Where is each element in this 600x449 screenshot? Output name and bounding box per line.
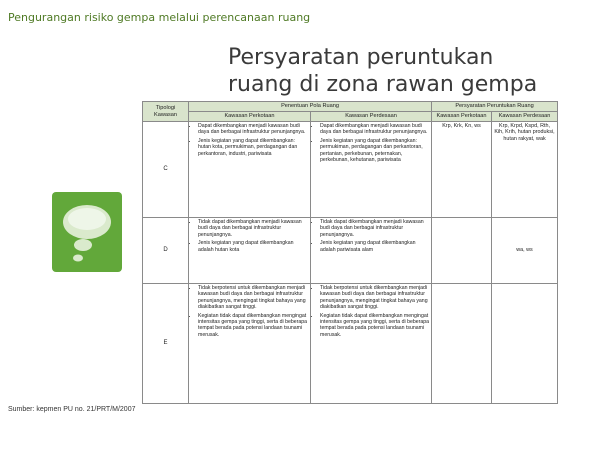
source-citation: Sumber: kepmen PU no. 21/PRT/M/2007 bbox=[8, 406, 136, 413]
table-row bbox=[143, 218, 558, 284]
list-item: • Kegiatan tidak dapat dikembangkan mengingat intensitas gempa yang tinggi, serta di beberapa tempat berada pada potensi landaan tsunami merusak. bbox=[320, 313, 429, 339]
slide-title bbox=[228, 44, 537, 98]
list-item: • Tidak berpotensi untuk dikembangkan menjadi kawasan budi daya dan berbagai infrastruktur penunjangnya, mengingat tingkat bahaya yang diakibatkan sangat tinggi. bbox=[198, 285, 308, 311]
slide-header: Pengurangan risiko gempa melalui perencanaan ruang bbox=[8, 11, 311, 24]
header-tipologi: Tipologi Kawasan bbox=[143, 102, 189, 122]
header-pola-ruang: Penentuan Pola Ruang bbox=[189, 102, 432, 112]
syarat-perkotaan-cell bbox=[432, 218, 492, 284]
syarat-perdesaan-cell: Krp, Krpd, Kspd, Rth, Kih, Krih, hutan produksi, hutan rakyat, wak bbox=[492, 122, 558, 218]
syarat-perkotaan-cell: Krp, Krk, Kn, ws bbox=[432, 122, 492, 218]
perdesaan-cell bbox=[311, 284, 432, 404]
list-item: • Kegiatan tidak dapat dikembangkan mengingat intensitas gempa yang tinggi, serta di beberapa tempat berada pada potensi landaan tsunami merusak. bbox=[198, 313, 308, 339]
list-item: • Jenis kegiatan yang dapat dikembangkan: hutan kota, permukiman, perdagangan dan perkantoran, industri, pariwisata bbox=[198, 138, 308, 157]
table-row bbox=[143, 284, 558, 404]
perkotaan-cell bbox=[189, 218, 311, 284]
list-item: • Jenis kegiatan yang dapat dikembangkan adalah pariwisata alam bbox=[320, 240, 429, 253]
perdesaan-cell bbox=[311, 218, 432, 284]
list-item: • Jenis kegiatan yang dapat dikembangkan: permukiman, perdagangan dan perkantoran, pertanian, perkebunan, peternakan, perkebunan, kehutanan, pariwisata bbox=[320, 138, 429, 164]
header-syarat-perdesaan: Kawasan Perdesaan bbox=[492, 112, 558, 122]
tipologi-cell: E bbox=[143, 284, 189, 404]
tipologi-cell: C bbox=[143, 122, 189, 218]
header-kawasan-perkotaan: Kawasan Perkotaan bbox=[189, 112, 311, 122]
list-item: • Tidak dapat dikembangkan menjadi kawasan budi daya dan berbagai infrastruktur penunjangnya. bbox=[198, 219, 308, 238]
list-item: • Tidak dapat dikembangkan menjadi kawasan budi daya dan berbagai infrastruktur penunjangnya. bbox=[320, 219, 429, 238]
header-kawasan-perdesaan: Kawasan Perdesaan bbox=[311, 112, 432, 122]
header-persyaratan: Persyaratan Peruntukan Ruang bbox=[432, 102, 558, 112]
speech-bubble-icon bbox=[52, 192, 122, 272]
syarat-perkotaan-cell bbox=[432, 284, 492, 404]
list-item: • Jenis kegiatan yang dapat dikembangkan adalah hutan kota bbox=[198, 240, 308, 253]
title-line-1: Persyaratan peruntukan bbox=[228, 45, 494, 70]
perdesaan-cell bbox=[311, 122, 432, 218]
list-item: • Dapat dikembangkan menjadi kawasan budi daya dan berbagai infrastruktur penunjangnya. bbox=[320, 123, 429, 136]
list-item: • Tidak berpotensi untuk dikembangkan menjadi kawasan budi daya dan berbagai infrastruktur penunjangnya, mengingat tingkat bahaya yang diakibatkan sangat tinggi. bbox=[320, 285, 429, 311]
perkotaan-cell bbox=[189, 284, 311, 404]
list-item: • Dapat dikembangkan menjadi kawasan budi daya dan berbagai infrastruktur penunjangnya. bbox=[198, 123, 308, 136]
syarat-perdesaan-cell: wa, ws bbox=[492, 218, 558, 284]
requirements-table bbox=[142, 101, 558, 404]
perkotaan-cell bbox=[189, 122, 311, 218]
tipologi-cell: D bbox=[143, 218, 189, 284]
title-line-2: ruang di zona rawan gempa bbox=[228, 72, 538, 97]
table-row bbox=[143, 122, 558, 218]
header-syarat-perkotaan: Kawasan Perkotaan bbox=[432, 112, 492, 122]
syarat-perdesaan-cell bbox=[492, 284, 558, 404]
